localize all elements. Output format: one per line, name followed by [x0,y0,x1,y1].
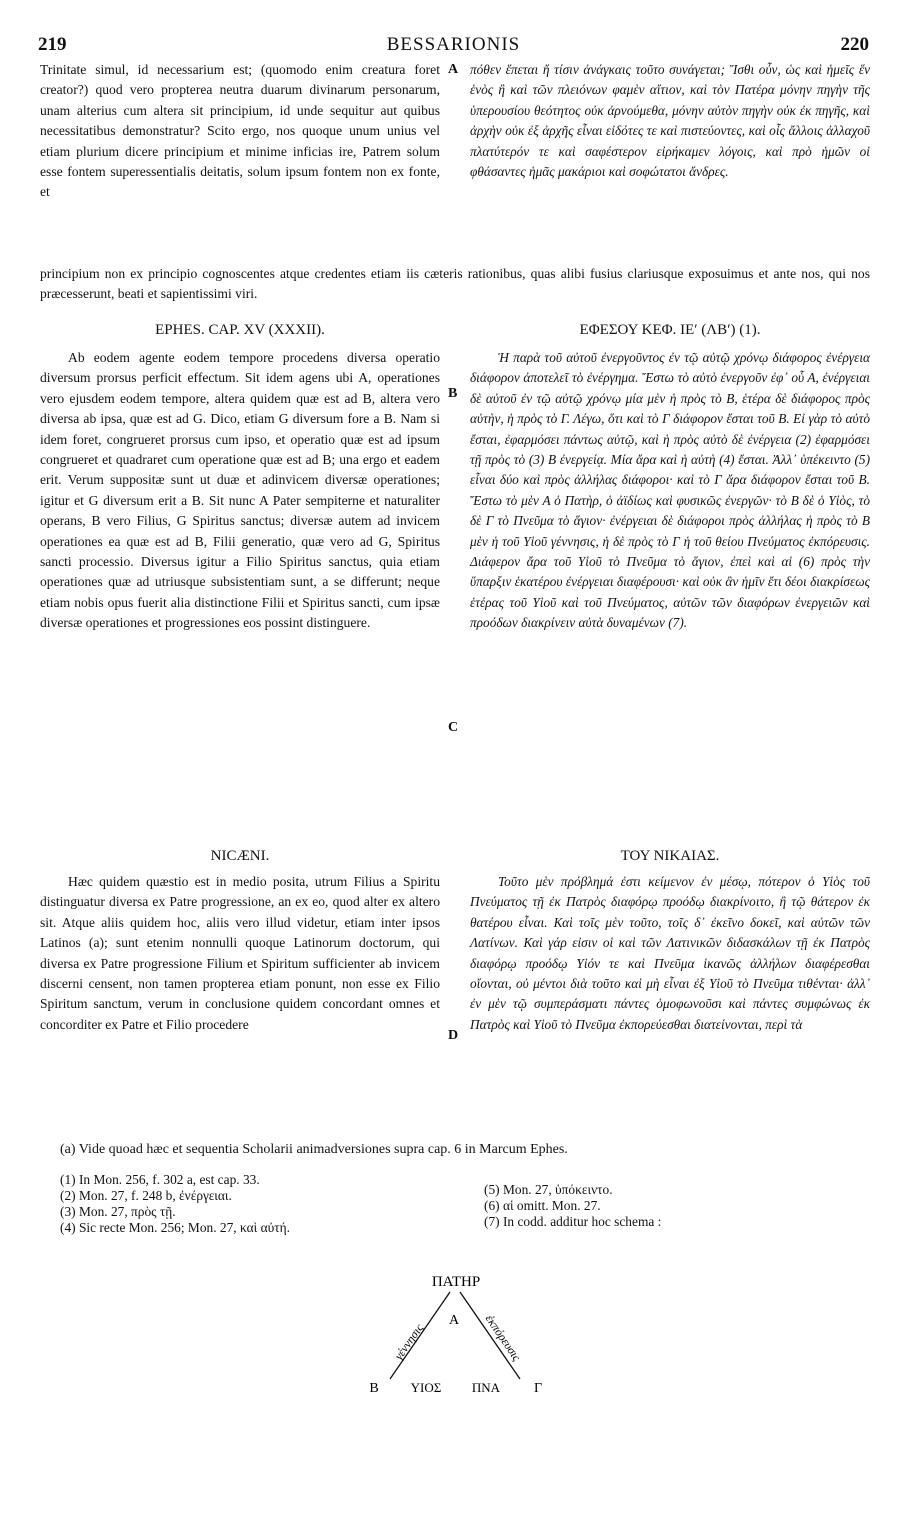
page-number-left: 219 [38,34,67,55]
margin-letter-c: C [448,720,459,735]
section-title-greek-1: ΕΦΕΣΟΥ ΚΕΦ. ΙΕʹ (ΛΒʹ) (1). [579,322,761,338]
margin-letter-a: A [448,62,459,77]
footnote-a: (a) Vide quoad hæc et sequentia Scholarii animadversiones supra cap. 6 in Marcum Ephes. [60,1142,568,1157]
running-head: BESSARIONIS [386,34,521,55]
trinity-schema-diagram [350,1264,570,1404]
schema-bottom-right-label: ΠΝΑ [471,1380,501,1395]
footnote-7: (7) In codd. additur hoc schema : [484,1214,662,1229]
latin-column-section-1 [40,348,440,634]
schema-right-side-label: ἐκπόρευσις [482,1312,524,1364]
greek-column-top [470,60,870,182]
footnote-2: (2) Mon. 27, f. 248 b, ἐνέργειαι. [60,1188,232,1203]
latin-paragraph-section-2: Hæc quidem quæstio est in medio posita, utrum Filius a Spiritu distinguatur diversa ex Patre progressione, an ex eo, quod alter ex altero sit. Atque aliis quidem hoc, aliis vero illud videtur, etiam inter ipsos Latinos (a); sunt etenim nonnulli quoque Latinorum doctorum, qui diversa ex Patre progressione Filium et Spiritum sufficienter ab invicem discerni censent, non tamen propterea etiam ponunt, non esse ex Filio Spiritum sanctum, verum in conclusione quidem concordant omnes et concorditer ex Patre et Filio procedere [40,874,440,1032]
schema-left-corner-label: Β [369,1381,379,1396]
latin-column-section-2 [40,872,440,1035]
section-title-latin-1: EPHES. CAP. XV (XXXII). [155,322,325,338]
section-title-greek-2: ΤΟΥ ΝΙΚΑΙΑΣ. [620,848,720,864]
footnote-4: (4) Sic recte Mon. 256; Mon. 27, καὶ αὐτή. [60,1220,290,1235]
footnote-3: (3) Mon. 27, πρὸς τῇ. [60,1204,176,1219]
schema-left-side-label: γέννησις [391,1321,426,1363]
greek-paragraph-section-1: Ἡ παρὰ τοῦ αὐτοῦ ἐνεργοῦντος ἐν τῷ αὐτῷ χρόνῳ διάφορος ἐνέργεια διάφορον ἀποτελεῖ τὸ ἐνέργημα. Ἔστω τὸ αὐτὸ ἐνεργοῦν ἐφ᾽ οὗ Α, ἐνέργειαι δὲ αὐτοῦ ἐν τῷ αὐτῷ χρόνῳ μία μὲν ἡ πρὸς τὸ Β, ἑτέρα δὲ διάφορος πρὸς αὐτὴν, ἡ πρὸς τὸ Γ. Λέγω, ὅτι καὶ τὸ Γ διάφορον ἔσται τοῦ Β. Εἰ γὰρ τὸ αὐτὸ ἔσται, ἐφαρμόσει πάντως αὐτῷ, καὶ ἡ πρὸς αὐτὸ δὲ ἐνέργεια (2) ἐφαρμόσει τῇ πρὸς τὸ (3) Β ἐνεργείᾳ. Μία ἄρα καὶ ἡ αὐτὴ (4) ἔσται. Ἀλλ᾽ ὑπέκειντο (5) εἶναι δύο καὶ πρὸς ἀλλήλας διάφοροι· καὶ τὸ Γ ἄρα διάφορον ἔσται τοῦ Β. Ἔστω τὸ μὲν Α ὁ Πατὴρ, ὁ ἀϊδίως καὶ φυσικῶς ἐνεργῶν· τὸ Β δὲ ὁ Υἱὸς, τὸ δὲ Γ τὸ Πνεῦμα τὸ ἅγιον· ἐνέργειαι δὲ διάφοροι πρὸς ἀλλήλας ἡ πρὸς τὸ Β μὲν ἡ τοῦ Υἱοῦ γέννησις, ἡ δὲ πρὸς τὸ Γ ἡ τοῦ θείου Πνεύματος ἐκπόρευσις. Διάφερον ἄρα τοῦ Υἱοῦ τὸ Πνεῦμα τὸ ἅγιον, ἐπεὶ καὶ αἱ (6) πρὸς τὴν ὕπαρξιν ἑκατέρου ἐνέργειαι διαφέρουσι· καὶ οὐκ ἂν ἡμῖν ἔτι δέοι διακρίσεως ἑτέρας τοῦ Υἱοῦ καὶ τοῦ Πνεύματος, αὐτῶν τῶν διαφόρων ἐνεργειῶν καὶ προόδων διακρίνειν αὐτὰ δυναμένων (7). [470,350,870,631]
schema-bottom-left-label: ΥΙΟΣ [410,1380,442,1395]
greek-column-section-2 [470,872,870,1035]
full-width-line: principium non ex principio cognoscentes atque credentes etiam iis cæteris rationibus, quas alibi fusius clariusque exposuimus et ante nos, qui nos præcesserunt, beati et sapientissimi viri. [40,266,870,302]
footnote-5: (5) Mon. 27, ὑπόκειντο. [484,1182,613,1197]
page-number-right: 220 [840,34,869,55]
schema-top-label: ΠΑΤΗΡ [431,1274,481,1290]
latin-paragraph-section-1: Ab eodem agente eodem tempore procedens diversa operatio diversum prorsus perficit effectum. Sit idem agens ubi A, operationes vero ejusdem eodem tempore, altera quidem quæ est ad B, altera vero diversa ab ipsa, quæ est ad G. Dico, etiam G diversum fore a B. Nam si idem foret, congrueret prorsus cum ipso, et operatio quæ est ad ipsum congrueret et quadraret cum operatione quæ est ad B; una ergo et eadem erit. Verum suppositæ sunt ut duæ et adinvicem diversæ operationes; igitur et G diversum erit a B. Sit nunc A Pater sempiterne et naturaliter operans, B vero Filius, G Spiritus sanctus; diversæ autem ad invicem operationes ea quæ est ad B, Filii generatio, quæ vero ad G, Spiritus sancti processio. Diversus igitur a Filio Spiritus sanctus, quia etiam operationes quæ ad utriusque subsistentiam sunt, a se differunt; neque etiam nobis opus fuerit alia distinctione Filii et Spiritus sancti, cum ipsæ diversæ operationes et progressiones eos possint distinguere. [40,350,440,631]
footnotes-left [60,1172,460,1236]
greek-column-section-1 [470,348,870,634]
greek-paragraph-top: πόθεν ἕπεται ἤ τίσιν ἀνάγκαις τοῦτο συνάγεται; Ἴσθι οὖν, ὡς καὶ ἡμεῖς ἕν ἑνὸς ἢ καὶ τῶν πλειόνων φαμὲν αἴτιον, καὶ τὸν Πατέρα μόνην πηγὴν τῆς ὑπερουσίου θεότητος οὐκ ἀρνούμεθα, μόνην αὐτὸν πηγὴν οὐκ ἐκ πηγῆς, καὶ ἀρχὴν οὐκ ἐξ ἀρχῆς εἶναι εἰδότες τε καὶ πιστεύοντες, καὶ οἷς ἄλλοις ἀλλαχοῦ πλατύτερόν τε καὶ σαφέστερον εἰρήκαμεν λόγοις, καὶ πρὸ ἡμῶν οἱ φθάσαντες ἡμᾶς μακάριοι καὶ σοφώτατοι ἄνδρες. [470,62,870,180]
schema-center-label: Α [448,1313,460,1328]
latin-column-top [40,60,440,203]
greek-paragraph-section-2: Τοῦτο μὲν πρόβλημά ἐστι κείμενον ἐν μέσῳ, πότερον ὁ Υἱὸς τοῦ Πνεύματος τῇ ἐκ Πατρὸς διαφόρῳ προόδῳ διακρίνοιτο, ἢ τῷ θάτερον ἐκ θατέρου εἶναι. Καὶ τοῖς μὲν τοῦτο, τοῖς δ᾽ ἐκεῖνο δοκεῖ, καὶ αὐτῶν τῶν Λατίνων. Καὶ γάρ εἰσιν οἱ καὶ τῶν Λατινικῶν διδασκάλων τῇ ἐκ Πατρὸς διαφόρῳ προόδῳ Υἱόν τε καὶ Πνεῦμα ἱκανῶς ἀλλήλων διαφέρεσθαι οἴονται, οὐ μέντοι διὰ τοῦτο καὶ μὴ εἶναι ἐξ Υἱοῦ τὸ Πνεῦμα τιθένται· ἀλλ᾽ ἐν μὲν τῷ συμπεράσματι πάντες ὁμοφωνοῦσι καὶ πάντες συμφώνως ἐκ Πατρὸς καὶ Υἱοῦ τὸ Πνεῦμα ἐκπορεύεσθαι διατείνονται, περὶ τὰ [470,874,870,1032]
latin-paragraph-top: Trinitate simul, id necessarium est; (quomodo enim creatura foret creator?) quod vero propterea neutra duarum divinarum personarum, unam alterius cum altera sit principium, id unde sequitur aut quibus necessitatibus demonstratur? Scito ergo, nos quoque unum unius vel etiam plurium dicere principium et minime inficias ire, Patrem solum esse fontem superessentialis deitatis, solum ipsum fontem non ex fonte, et [40,62,440,200]
schema-right-corner-label: Γ [533,1381,543,1396]
footnote-1: (1) In Mon. 256, f. 302 a, est cap. 33. [60,1172,260,1187]
margin-letter-b: B [448,386,458,401]
section-title-latin-2: NICÆNI. [210,848,270,864]
footnote-6: (6) αἱ omitt. Mon. 27. [484,1198,601,1213]
margin-letter-d: D [448,1028,459,1043]
page-header [38,34,869,56]
footnotes-right [484,1182,864,1230]
